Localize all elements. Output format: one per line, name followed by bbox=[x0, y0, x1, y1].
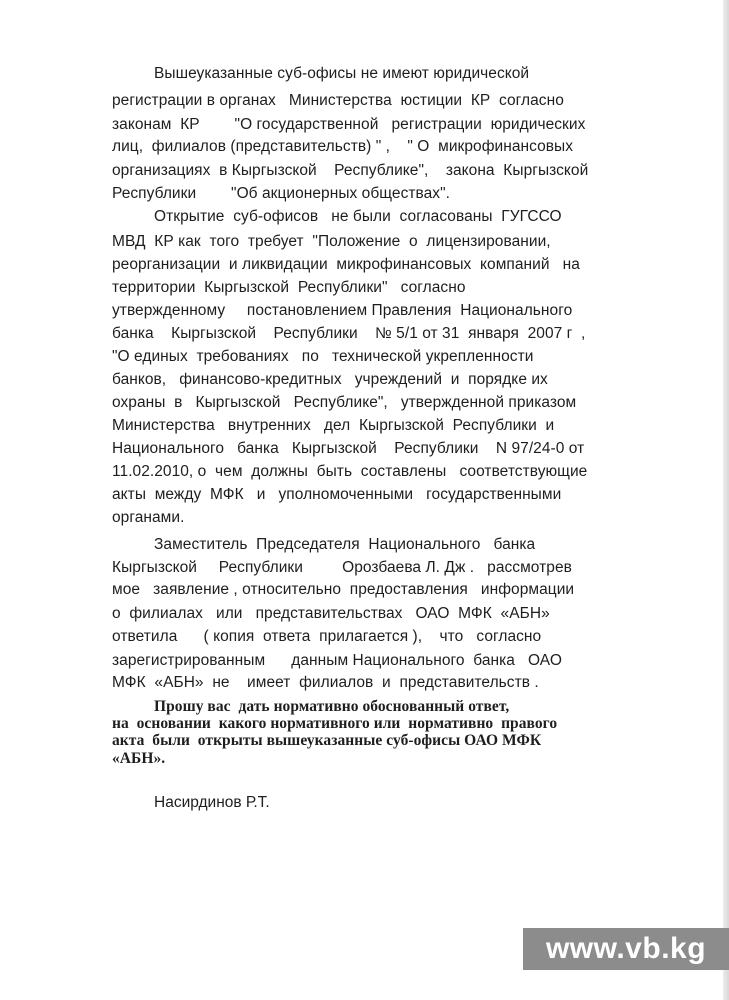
paragraph-1-line-5: организациях в Кыргызской Республике", закона Кыргызской bbox=[112, 162, 589, 179]
paragraph-2-line-11: Национального банка Кыргызской Республики N 97/24-0 от bbox=[112, 440, 585, 457]
paragraph-2-line-10: Министерства внутренних дел Кыргызской Республики и bbox=[112, 417, 555, 434]
paragraph-1-line-4: лиц, филиалов (представительств) " , " О микрофинансовых bbox=[112, 138, 574, 155]
signature: Насирдинов Р.Т. bbox=[154, 794, 270, 811]
paragraph-2-line-14: органами. bbox=[112, 509, 185, 526]
paragraph-2-line-1: Открытие суб-офисов не были согласованы ГУГССО bbox=[154, 208, 562, 225]
paragraph-2-line-8: банков, финансово-кредитных учреждений и порядке их bbox=[112, 371, 548, 388]
paragraph-2-line-4: территории Кыргызской Республики" согласно bbox=[112, 279, 466, 296]
paragraph-2-line-7: "О единых требованиях по технической укрепленности bbox=[112, 348, 534, 365]
paragraph-3-line-3: мое заявление , относительно предоставления информации bbox=[112, 581, 575, 598]
paragraph-2-line-13: акты между МФК и уполномоченными государственными bbox=[112, 486, 562, 503]
paragraph-3-line-4: о филиалах или представительствах ОАО МФК «АБН» bbox=[112, 605, 550, 622]
paragraph-2-line-5: утвержденному постановлением Правления Национального bbox=[112, 302, 573, 319]
paragraph-3-line-1: Заместитель Председателя Национального банка bbox=[154, 536, 536, 553]
paragraph-1-line-2: регистрации в органах Министерства юстиции КР согласно bbox=[112, 92, 564, 109]
watermark-badge bbox=[523, 928, 729, 970]
paragraph-3-line-6: зарегистрированным данным Национального банка ОАО bbox=[112, 652, 562, 669]
paragraph-1-line-1: Вышеуказанные суб-офисы не имеют юридической bbox=[154, 65, 530, 82]
request-line-1: Прошу вас дать нормативно обоснованный ответ, bbox=[154, 698, 510, 715]
watermark-text: www.vb.kg bbox=[545, 932, 707, 965]
request-line-3: акта были открыты вышеуказанные суб-офисы ОАО МФК bbox=[112, 732, 542, 749]
paragraph-3-line-5: ответила ( копия ответа прилагается ), что согласно bbox=[112, 628, 542, 645]
paragraph-2-line-6: банка Кыргызской Республики № 5/1 от 31 января 2007 г , bbox=[112, 325, 586, 342]
paragraph-3-line-2: Кыргызской Республики Орозбаева Л. Дж . рассмотрев bbox=[112, 559, 572, 576]
paragraph-2-line-2: МВД КР как того требует "Положение о лицензировании, bbox=[112, 233, 551, 250]
paragraph-2-line-9: охраны в Кыргызской Республике", утвержденной приказом bbox=[112, 394, 577, 411]
paragraph-1-line-6: Республики "Об акционерных обществах". bbox=[112, 185, 451, 202]
paragraph-2-line-12: 11.02.2010, о чем должны быть составлены соответствующие bbox=[112, 463, 588, 480]
request-line-2: на основании какого нормативного или нормативно правого bbox=[112, 715, 558, 732]
paragraph-3-line-7: МФК «АБН» не имеет филиалов и представительств . bbox=[112, 674, 539, 691]
request-line-4: «АБН». bbox=[112, 750, 166, 767]
paragraph-1-line-3: законам КР "О государственной регистрации юридических bbox=[112, 116, 586, 133]
paragraph-2-line-3: реорганизации и ликвидации микрофинансовых компаний на bbox=[112, 256, 580, 273]
